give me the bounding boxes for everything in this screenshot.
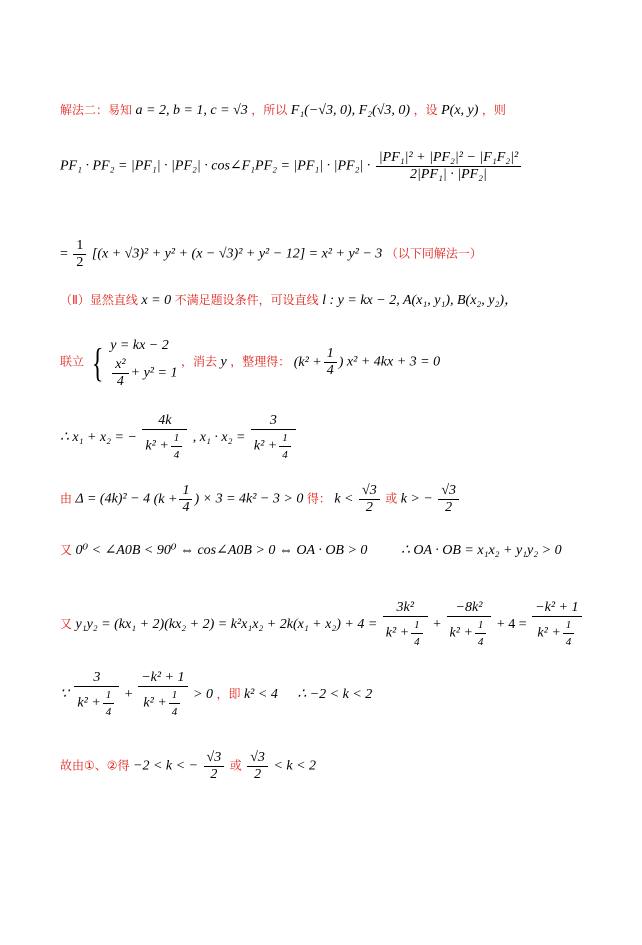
get-text: 得： xyxy=(306,491,331,506)
y1y2-expr: y₁y₂ = (kx₁ + 2)(kx₂ + 2) = k²x₁x₂ + 2k(x₁ + x₂) + 4 = xyxy=(75,617,378,633)
half-den: 2 xyxy=(76,255,84,270)
half-fraction xyxy=(73,238,86,271)
k-greater: k > − xyxy=(400,491,433,507)
conclusion-text: 故由①、②得 xyxy=(60,758,130,773)
k-plus: k + xyxy=(158,491,178,507)
line-3: = $\frac{1}{2}$ [(x + √3)² + y² + (x − √3)² + y² − 12] = x² + y² − 3 （以下同解法一） xyxy=(60,238,482,270)
delta-expr: Δ = (4k)² − 4 xyxy=(75,491,151,507)
system-eq-1: y = kx − 2 xyxy=(110,338,169,353)
line-7: 由 Δ = (4k)² − 4 (k + $\frac{1}{4}$ ) × 3 = 4k² − 3 > 0 得： k < $\frac{√3}{2}$ 或 k > − $\frac{√3}{2}$ xyxy=(60,483,461,516)
var-y: y xyxy=(220,354,227,370)
or-text-2: 或 xyxy=(229,758,242,773)
line-l-def: l : y = kx − 2, A(x₁, y₁), B(x₂, y₂)， xyxy=(322,293,519,308)
half-num: 1 xyxy=(73,238,86,255)
abc-values: a = 2, b = 1, c = √3 xyxy=(135,103,248,118)
prod-den: k² + $\frac{1}{4}$ xyxy=(251,430,296,463)
sum-num: 4k xyxy=(142,413,187,430)
four-den: 4 xyxy=(326,363,334,378)
sqrt3-b: √3 xyxy=(438,483,459,500)
one-num: 1 xyxy=(324,346,337,363)
gt-zero: > 0 xyxy=(193,687,213,703)
eliminate-text: ，消去 xyxy=(180,354,217,369)
sqrt3-a: √3 xyxy=(359,483,380,500)
equation-system xyxy=(110,335,177,390)
x-equals-zero: x = 0 xyxy=(141,293,172,308)
combine-text: 联立 xyxy=(60,354,85,369)
part-two-text: 不满足题设条件，可设直线 xyxy=(174,293,319,307)
line-11: 故由①、②得 −2 < k < − $\frac{√3}{2}$ 或 $\frac{√3}{2}$ < k < 2 xyxy=(60,750,317,782)
system-eq-2 xyxy=(110,357,177,390)
cosine-denominator: 2|PF₁| · |PF₂| xyxy=(410,167,487,182)
also-text-2: 又 xyxy=(60,617,73,632)
expansion: [(x + √3)² + y² + (x − √3)² + y² − 12] = x² + y² − 3 xyxy=(91,246,383,262)
line-10: ∵ 3 k² + $\frac{1}{4}$ + −k² + 1 k² + $\frac{1}{4}$ > 0 ，即 k² < 4 ∴ −2 < k < 2 xyxy=(60,670,373,718)
frac-3k2: 3k² xyxy=(383,600,428,617)
k2-term: k² + xyxy=(298,354,322,370)
product-roots: , x₁ · x₂ = xyxy=(192,430,246,446)
line-2 xyxy=(60,150,523,183)
text-let: ，设 xyxy=(413,103,438,117)
final-range-2: < k < 2 xyxy=(273,758,317,774)
cosine-numerator: |PF₁|² + |PF₂|² − |F₁F₂|² xyxy=(376,150,521,167)
final-range-1: −2 < k < − xyxy=(133,758,199,774)
frac-8k2: −8k² xyxy=(447,600,492,617)
y2-term: + y² = 1 xyxy=(130,365,178,381)
line-6 xyxy=(60,413,298,463)
product-fraction xyxy=(251,413,296,463)
x2-num: x² xyxy=(112,357,128,374)
line-9: 又 y₁y₂ = (kx₁ + 2)(kx₂ + 2) = k²x₁x₂ + 2k(x₁ + x₂) + 4 = 3k² k² + $\frac{1}{4}$ + −8k² k² + $\frac{1}{4}$ + 4 = −k² + 1 k² + $\frac{1}{4}$ xyxy=(60,600,584,650)
delta-tail: × 3 = 4k² − 3 > 0 xyxy=(202,491,304,507)
sum-fraction xyxy=(142,413,187,463)
x2-den: 4 xyxy=(116,374,124,389)
or-text: 或 xyxy=(385,491,398,506)
k2-lt-4: k² < 4 xyxy=(243,687,278,703)
method-two-intro: 解法二：易知 xyxy=(60,103,133,117)
prod-num: 3 xyxy=(251,413,296,430)
simplify-text: ，整理得： xyxy=(230,354,291,369)
text-so: ，所以 xyxy=(251,103,288,117)
because-symbol: ∵ xyxy=(60,687,69,703)
vector-product: PF₁ · PF₂ = |PF₁| · |PF₂| · cos∠F₁PF₂ = |PF₁| · |PF₂| · xyxy=(60,158,371,174)
k-range: ∴ −2 < k < 2 xyxy=(297,687,373,703)
left-brace: { xyxy=(91,339,103,385)
k-less: k < xyxy=(334,491,354,507)
line-4 xyxy=(60,290,518,311)
angle-condition: 0⁰ < ∠A0B < 90⁰ ⇔ cos∠A0B > 0 ⇔ OA · OB > 0 xyxy=(75,543,368,558)
part-two-intro: （Ⅱ）显然直线 xyxy=(60,293,138,307)
quadratic: x² + 4kx + 3 = 0 xyxy=(346,354,441,370)
same-as-method-one: （以下同解法一） xyxy=(385,246,482,261)
line-5: 联立 { y = kx − 2 $\frac{\text{x²}}{4}$ + y² = 1 ，消去 y ，整理得： (k² + $\frac{1}{4}$ ) x² + 4kx + 3 = 0 xyxy=(60,335,440,390)
text-then: ，则 xyxy=(481,103,506,117)
foci: F₁(−√3, 0), F₂(√3, 0) xyxy=(290,103,411,118)
ie-text: ，即 xyxy=(216,687,241,702)
dot-condition: ∴ OA · OB = x₁x₂ + y₁y₂ > 0 xyxy=(400,543,562,558)
line-1 xyxy=(60,100,506,121)
point-p: P(x, y) xyxy=(441,103,479,118)
line-8 xyxy=(60,540,562,561)
cosine-fraction xyxy=(376,150,521,183)
frac-k21: −k² + 1 xyxy=(532,600,581,617)
from-text: 由 xyxy=(60,491,73,506)
also-text: 又 xyxy=(60,543,73,557)
sum-roots: ∴ x₁ + x₂ = − xyxy=(60,430,137,446)
sum-den: k² + $\frac{1}{4}$ xyxy=(142,430,187,463)
